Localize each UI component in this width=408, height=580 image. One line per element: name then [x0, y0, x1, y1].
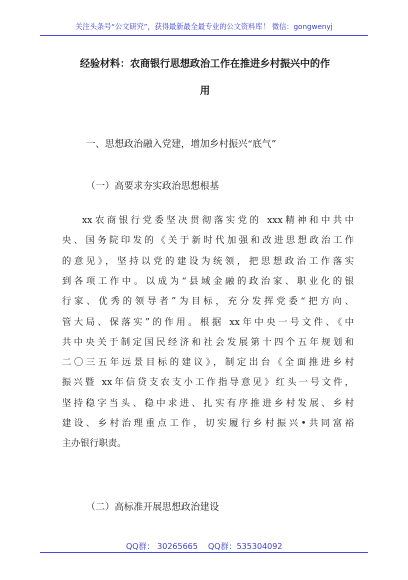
paragraph-line: 建设、乡村治理重点工作，切实履行乡村振兴•共同富裕 [62, 418, 354, 429]
footer-qq-group-2: QQ群：535304092 [208, 542, 283, 551]
paragraph-line: xx农商银行党委坚决贯彻落实党的 xxx精神和中共中 [82, 215, 354, 226]
subsection-heading-1: （一）高要求夯实政治思想根基 [86, 181, 220, 192]
subsection-heading-2: （二）高标准开展思想政治建设 [86, 502, 220, 513]
paragraph-line: 坚持稳字当头、稳中求进、扎实有序推进乡村发展、乡村 [62, 397, 354, 409]
section-heading-1: 一、思想政治融入党建，增加乡村振兴“底气” [86, 139, 277, 150]
paragraph-line: 二〇三五年远景目标的建议》，制定出台《全面推进乡村 [62, 357, 354, 369]
paragraph-line: 行家、优秀的领导者”为目标，充分发挥党委“把方向、 [62, 296, 354, 308]
paragraph-line: 共中央关于制定国民经济和社会发展第十四个五年规划和 [62, 336, 354, 348]
title-line-2: 用 [200, 86, 210, 97]
paragraph-line: 央、国务院印发的《关于新时代加强和改进思想政治工作 [62, 235, 354, 247]
paragraph-line: 的意见》，坚持以党的建设为统领，把思想政治工作落实 [62, 255, 354, 267]
paragraph-line: 管大局、保落实”的作用。根据 xx年中央一号文件、《中 [62, 316, 354, 328]
title-line-1: 经验材料：农商银行思想政治工作在推进乡村振兴中的作 [80, 59, 330, 70]
footer-qq-group-1: QQ群： 30265665 [126, 542, 198, 551]
header-divider [40, 35, 368, 36]
paragraph-line: 振兴暨 xx年信贷支农支小工作指导意见》红头一号文件， [62, 377, 354, 389]
footer-divider [40, 552, 368, 553]
header-banner: 关注头条号“公文研究”，获得最新最全最专业的公文资料库！ 微信：gongwenyj [75, 22, 333, 31]
paragraph-line: 主办银行职责。 [62, 438, 127, 450]
paragraph-line: 到各项工作中。以成为“县域金融的政治家、职业化的银 [62, 275, 354, 287]
document-title [60, 51, 350, 105]
